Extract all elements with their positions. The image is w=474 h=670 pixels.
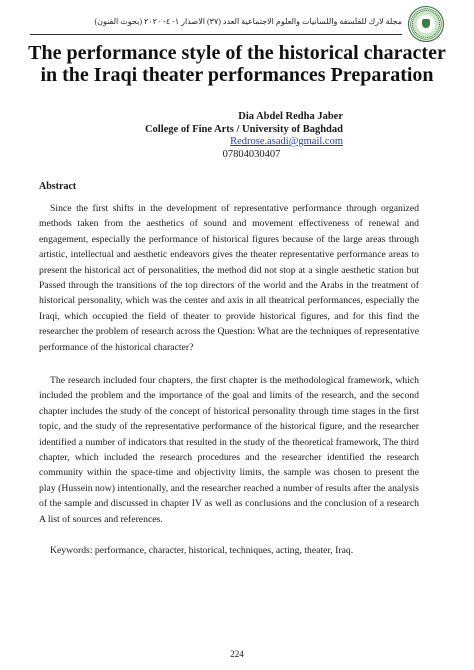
header-divider xyxy=(30,34,402,35)
page-number: 224 xyxy=(230,649,244,659)
paper-title: The performance style of the historical character in the Iraqi theater performances Preparation xyxy=(28,42,446,86)
keywords-line: Keywords: performance, character, historical, techniques, acting, theater, Iraq. xyxy=(50,545,354,556)
email-row xyxy=(100,136,343,149)
author-phone: 07804030407 xyxy=(222,148,281,160)
abstract-heading: Abstract xyxy=(39,181,77,192)
author-block xyxy=(100,111,343,161)
journal-seal-icon xyxy=(408,6,444,42)
abstract-paragraph-2: The research included four chapters, the first chapter is the methodological framework, which included the problem and the importance of the goal and limits of the research, and the second chapter includes the study of the concept of historical personality through time stages in the first topic, and the study of the representative performance of the historical figure, and the researcher identified a number of indicators that resulted in the study of the theoretical framework, The third chapter, which included the research procedures and the researcher identified the research community within the space-time and objectivity limits, the sample was chosen to present the play (Hussein now) intentionally, and the researcher reached a number of results after the analysis of the sample and discussed in chapter IV as well as conclusions and the conclusion of a research A list of sources and references. xyxy=(39,375,419,525)
seal-emblem xyxy=(422,19,430,28)
author-name: Dia Abdel Redha Jaber xyxy=(238,111,343,122)
author-affiliation: College of Fine Arts / University of Baghdad xyxy=(144,123,343,135)
journal-header-text: مجلة لارك للفلسفة واللسانيات والعلوم الاجتماعية العدد (٣٧) الاصدار ١- ٤- ٢٠٢٠ (بحوث الفنون) xyxy=(94,17,402,26)
journal-header-bar xyxy=(30,6,444,42)
author-email-link[interactable]: Redrose.asadi@gmail.com xyxy=(230,136,343,147)
abstract-paragraph-1: Since the first shifts in the development of representative performance through organized methods taken from the aesthetics of sound and movement effectiveness of renewal and engagement, especially the performance of historical figures because of the large areas through artistic, intellectual and aesthetic endeavors gives the theater representative performance areas to present the historical act of personalities, the method did not stop at a single aesthetic station but Passed through the transitions of the top directors of the world and the Arabs in the treatment of historical personality, which was the center and axis in all theatrical performances, especially the Iraqi, which occupied the field of theater to provide historical figures, and for this find the researcher the problem of research across the Question: What are the techniques of representative performance of the historical character? xyxy=(39,203,419,353)
